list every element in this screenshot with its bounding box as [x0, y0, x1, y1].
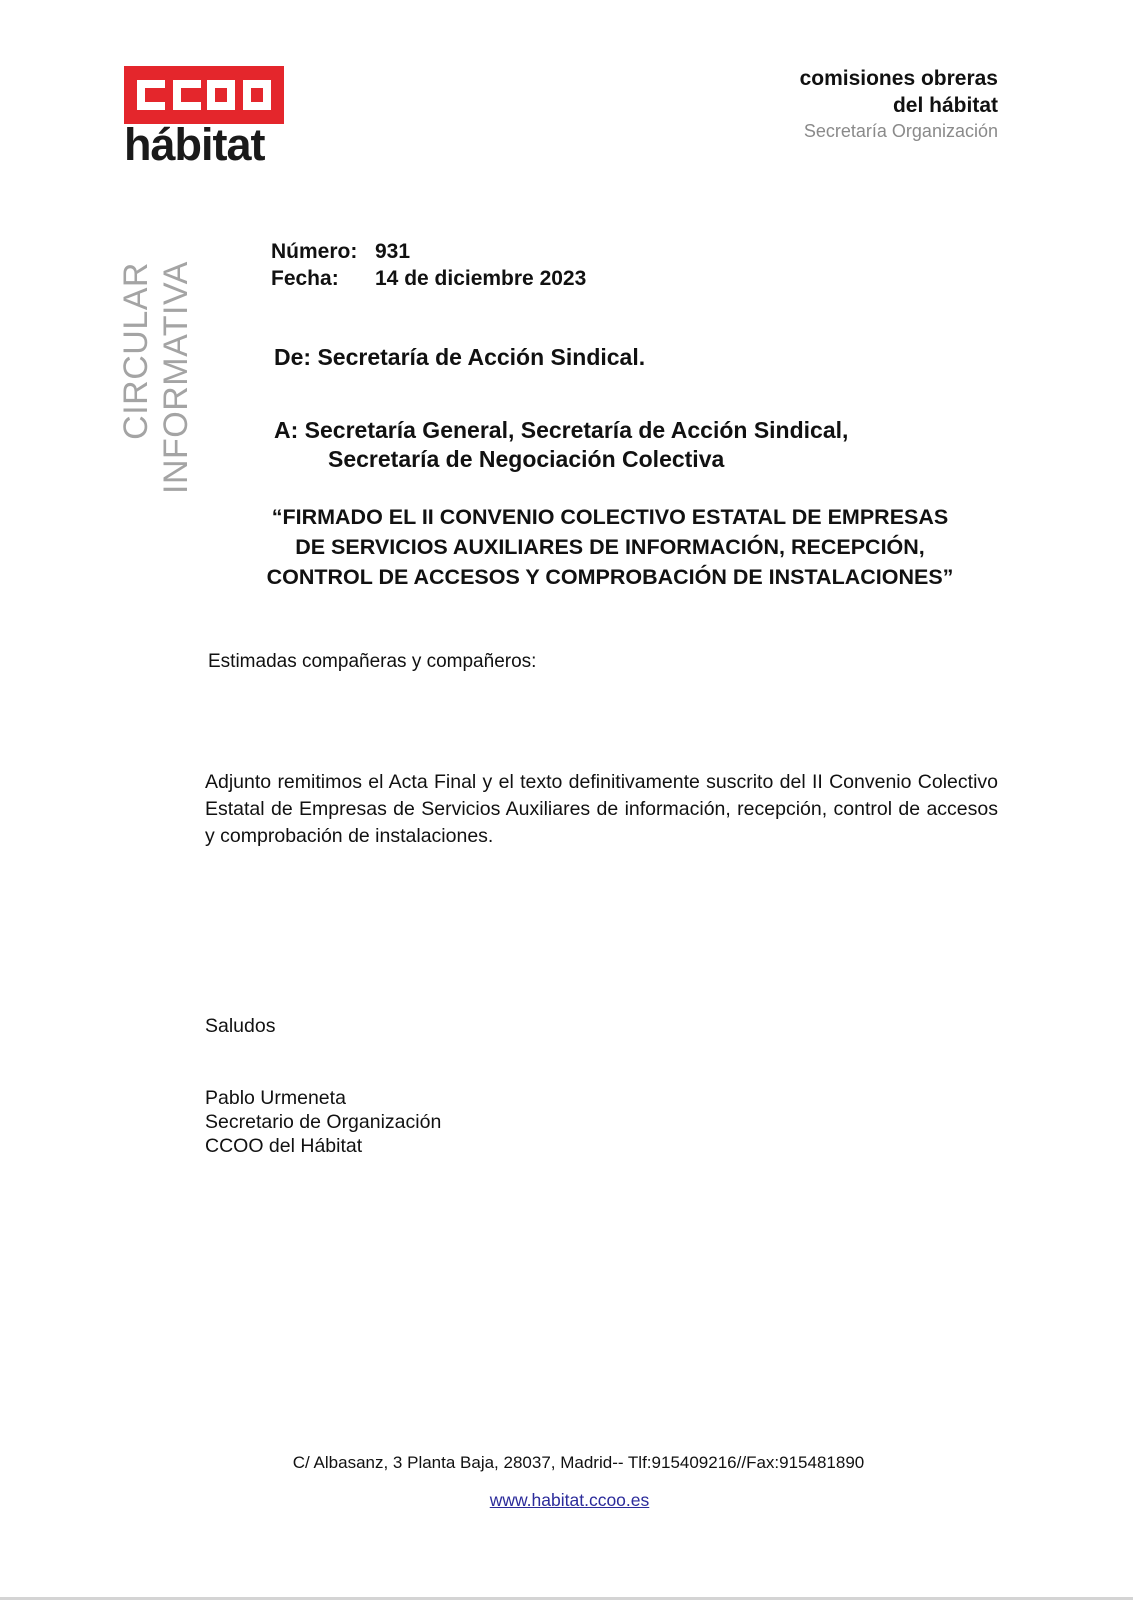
title-line1: “FIRMADO EL II CONVENIO COLECTIVO ESTATAL DE EMPRESAS — [271, 505, 949, 529]
org-name-line1: comisiones obreras — [799, 67, 998, 90]
body-paragraph: Adjunto remitimos el Acta Final y el texto definitivamente suscrito del II Convenio Colectivo Estatal de Empresas de Servicios Auxiliares de información, recepción, control de accesos y comprobación de instalaciones. — [205, 771, 998, 847]
number-row — [271, 238, 586, 265]
org-name-line2: del hábitat — [892, 94, 998, 117]
organization-header — [800, 65, 998, 143]
side-label-line2: INFORMATIVA — [157, 261, 195, 494]
signer-name: Pablo Urmeneta — [205, 1087, 346, 1109]
ccoo-habitat-logo — [124, 66, 284, 170]
side-label-line1: CIRCULAR — [117, 262, 155, 440]
footer-website — [0, 1489, 1133, 1511]
footer-address: C/ Albasanz, 3 Planta Baja, 28037, Madrid-- Tlf:915409216//Fax:915481890 — [292, 1453, 865, 1472]
ccoo-lettermark-icon — [135, 78, 273, 112]
document-title — [210, 502, 1010, 592]
date-row — [271, 265, 586, 292]
title-line2: DE SERVICIOS AUXILIARES DE INFORMACIÓN, RECEPCIÓN, — [295, 535, 925, 559]
department-name: Secretaría Organización — [803, 121, 998, 141]
closing: Saludos — [205, 1015, 276, 1037]
circular-informativa-label — [116, 262, 196, 494]
recipients-line2: Secretaría de Negociación Colectiva — [328, 446, 725, 472]
signer-organization: CCOO del Hábitat — [205, 1135, 363, 1157]
logo-wordmark: hábitat — [124, 119, 265, 170]
signer-role: Secretario de Organización — [205, 1111, 442, 1133]
greeting: Estimadas compañeras y compañeros: — [208, 651, 537, 672]
from-line: De: Secretaría de Acción Sindical. — [274, 344, 646, 370]
date-value: 14 de diciembre 2023 — [375, 267, 587, 290]
website-link[interactable]: www.habitat.ccoo.es — [489, 1490, 650, 1510]
recipients-line1: A: Secretaría General, Secretaría de Acción Sindical, — [274, 417, 849, 443]
recipients — [274, 416, 848, 474]
date-label: Fecha: — [271, 267, 339, 290]
ccoo-logo-mark — [124, 66, 284, 124]
number-label: Número: — [271, 240, 358, 263]
number-value: 931 — [375, 240, 411, 263]
title-line3: CONTROL DE ACCESOS Y COMPROBACIÓN DE INSTALACIONES” — [266, 565, 954, 589]
circular-metadata — [271, 238, 586, 292]
signature-block — [205, 1086, 441, 1158]
